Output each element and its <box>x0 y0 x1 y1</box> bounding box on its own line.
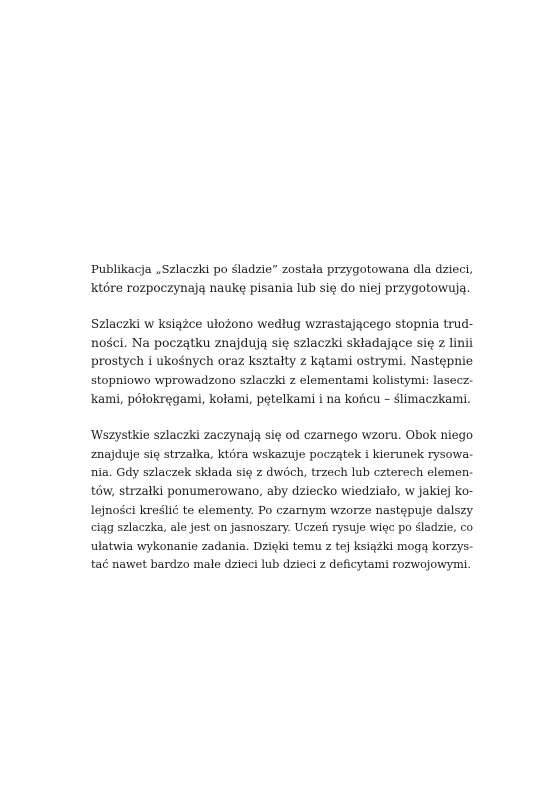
text-line: Szlaczki w książce ułożono według wzrastającego stopnia trud- <box>91 317 473 332</box>
text-line: prostych i ukośnych oraz kształty z kątami ostrymi. Następnie <box>91 354 473 369</box>
text-line: stopniowo wprowadzono szlaczki z elementami kolistymi: lasecz- <box>91 372 473 387</box>
text-line: które rozpoczynają naukę pisania lub się do niej przygotowują. <box>91 280 471 295</box>
text-line: tać nawet bardzo małe dzieci lub dzieci z deficytami rozwojowymi. <box>91 558 471 572</box>
text-line: nia. Gdy szlaczek składa się z dwóch, trzech lub czterech elemen- <box>91 465 473 480</box>
text-line: znajduje się strzałka, która wskazuje początek i kierunek rysowa- <box>91 446 473 461</box>
text-line: ności. Na początku znajdują się szlaczki składające się z linii <box>91 335 473 350</box>
text-line: Publikacja „Szlaczki po śladzie” została przygotowana dla dzieci, <box>91 262 473 276</box>
paragraph-intro <box>91 260 473 297</box>
body-text <box>91 260 473 593</box>
text-line: ciąg szlaczka, ale jest on jasnoszary. Uczeń rysuje więc po śladzie, co <box>91 521 473 535</box>
text-line: Wszystkie szlaczki zaczynają się od czarnego wzoru. Obok niego <box>91 428 473 443</box>
text-line: ułatwia wykonanie zadania. Dzięki temu z tej książki mogą korzys- <box>91 539 473 553</box>
text-line: kami, półokręgami, kołami, pętelkami i na końcu – ślimaczkami. <box>91 391 471 406</box>
paragraph-instructions <box>91 426 473 575</box>
text-line: lejności kreślić te elementy. Po czarnym wzorze następuje dalszy <box>91 502 473 517</box>
text-line: tów, strzałki ponumerowano, aby dziecko wiedziało, w jakiej ko- <box>91 483 473 498</box>
paragraph-difficulty <box>91 315 473 408</box>
